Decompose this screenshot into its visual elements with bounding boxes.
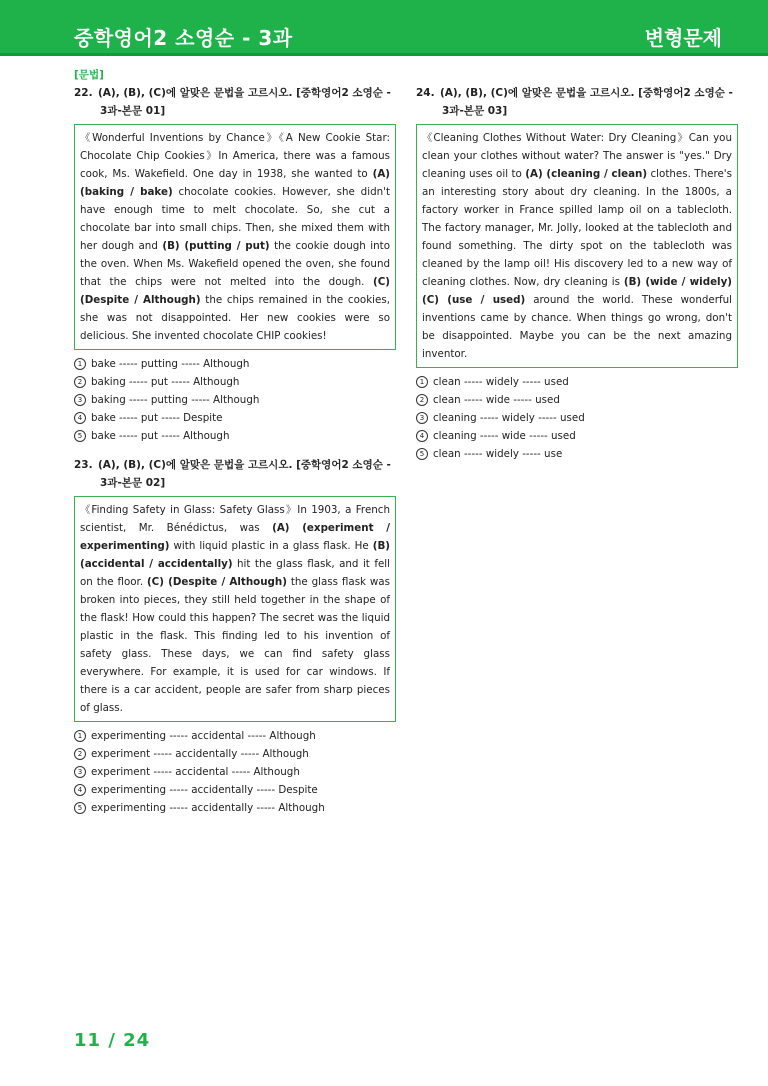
passage-box: 《Wonderful Inventions by Chance》《A New Cookie Star: Chocolate Chip Cookies》In America, there was a famous cook, Ms. Wakefield. One day in 1938, she wanted to (A) (baking / bake) chocolate cookies. However, she didn't have enough time to melt chocolate. So, she cut a chocolate bar into small chips. Then, she mixed them with her dough and (B) (putting / put) the cookie dough into the oven. When Ms. Wakefield opened the oven, she found that the chips were not melted into the dough. (C) (Despite / Although) the chips remained in the cookies, she was not disappointed. Her new cookies were so delicious. She invented chocolate CHIP cookies!	[74, 124, 396, 350]
choice-number-icon: 1	[74, 358, 86, 370]
answer-choices	[74, 727, 396, 817]
page-header	[0, 0, 768, 56]
answer-choice[interactable]: 1 experimenting ----- accidental ----- Although	[74, 727, 396, 745]
question-source: 3과-본문 02]	[100, 477, 166, 489]
blank-a: (A) (baking / bake)	[80, 168, 390, 198]
question-prompt: (A), (B), (C)에 알맞은 문법을 고르시오. [중학영어2 소영순 -	[98, 87, 391, 99]
answer-choice[interactable]: 2 clean ----- wide ----- used	[416, 391, 738, 409]
passage-box: 《Finding Safety in Glass: Safety Glass》In 1903, a French scientist, Mr. Bénédictus, was (A) (experiment / experimenting) with liquid plastic in a glass flask. He (B) (accidental / accidentally) hit the glass flask, and it fell on the floor. (C) (Despite / Although) the glass flask was broken into pieces, they still held together in the shape of the flask! How could this happen? The secret was the liquid plastic in the flask. This finding led to his invention of safety glass. These days, we can find safety glass everywhere. For example, it is used for car windows. If there is a car accident, people are safer from sharp pieces of glass.	[74, 496, 396, 722]
answer-choices	[74, 355, 396, 445]
answer-choice[interactable]: 2 baking ----- put ----- Although	[74, 373, 396, 391]
question-number: 22.	[74, 87, 93, 99]
answer-choices	[416, 373, 738, 463]
choice-number-icon: 2	[74, 376, 86, 388]
passage-box: 《Cleaning Clothes Without Water: Dry Cleaning》Can you clean your clothes without water? The answer is "yes." Dry cleaning uses oil to (A) (cleaning / clean) clothes. There's an interesting story about dry cleaning. In the 1800s, a factory worker in France spilled lamp oil on a tablecloth. The factory manager, Mr. Jolly, looked at the tablecloth and found something. The dirty spot on the tablecloth was cleaned by the lamp oil! His discovery led to a new way of cleaning clothes. Now, dry cleaning is (B) (wide / widely) (C) (use / used) around the world. These wonderful inventions came by chance. When things go wrong, don't be disappointed. Maybe you can be the next amazing inventor.	[416, 124, 738, 368]
answer-choice[interactable]: 4 bake ----- put ----- Despite	[74, 409, 396, 427]
question-number: 23.	[74, 459, 93, 471]
choice-number-icon: 3	[416, 412, 428, 424]
question-header	[416, 84, 738, 120]
choice-number-icon: 4	[74, 784, 86, 796]
choice-number-icon: 2	[416, 394, 428, 406]
answer-choice[interactable]: 5 bake ----- put ----- Although	[74, 427, 396, 445]
question-header	[74, 84, 396, 120]
question-23	[74, 456, 396, 817]
answer-choice[interactable]: 3 experiment ----- accidental ----- Although	[74, 763, 396, 781]
question-prompt: (A), (B), (C)에 알맞은 문법을 고르시오. [중학영어2 소영순 -	[98, 459, 391, 471]
question-number: 24.	[416, 87, 435, 99]
choice-number-icon: 5	[74, 430, 86, 442]
header-divider	[0, 53, 768, 56]
header-category: 변형문제	[644, 26, 722, 50]
answer-choice[interactable]: 5 clean ----- widely ----- use	[416, 445, 738, 463]
question-source: 3과-본문 01]	[100, 105, 166, 117]
answer-choice[interactable]: 3 cleaning ----- widely ----- used	[416, 409, 738, 427]
choice-number-icon: 4	[74, 412, 86, 424]
blank-b: (B) (accidental / accidentally)	[80, 540, 390, 570]
answer-choice[interactable]: 4 cleaning ----- wide ----- used	[416, 427, 738, 445]
choice-number-icon: 5	[74, 802, 86, 814]
answer-choice[interactable]: 1 bake ----- putting ----- Although	[74, 355, 396, 373]
blank-a: (A) (experiment / experimenting)	[80, 522, 390, 552]
question-prompt: (A), (B), (C)에 알맞은 문법을 고르시오. [중학영어2 소영순 -	[440, 87, 733, 99]
page-title: 중학영어2 소영순 - 3과	[74, 26, 293, 50]
choice-number-icon: 1	[74, 730, 86, 742]
choice-number-icon: 3	[74, 394, 86, 406]
answer-choice[interactable]: 2 experiment ----- accidentally ----- Although	[74, 745, 396, 763]
choice-number-icon: 4	[416, 430, 428, 442]
blank-c: (C) (Despite / Although)	[80, 276, 390, 306]
question-header	[74, 456, 396, 492]
blank-b: (B) (putting / put)	[162, 240, 270, 252]
question-source: 3과-본문 03]	[442, 105, 508, 117]
choice-number-icon: 1	[416, 376, 428, 388]
section-tag: [문법]	[74, 69, 104, 81]
choice-number-icon: 5	[416, 448, 428, 460]
choice-number-icon: 3	[74, 766, 86, 778]
question-22	[74, 84, 396, 445]
answer-choice[interactable]: 4 experimenting ----- accidentally ----- Despite	[74, 781, 396, 799]
blank-bc: (B) (wide / widely) (C) (use / used)	[422, 276, 732, 306]
blank-c: (C) (Despite / Although)	[146, 576, 287, 588]
question-24	[416, 84, 738, 463]
blank-a: (A) (cleaning / clean)	[525, 168, 648, 180]
answer-choice[interactable]: 1 clean ----- widely ----- used	[416, 373, 738, 391]
answer-choice[interactable]: 5 experimenting ----- accidentally ----- Although	[74, 799, 396, 817]
choice-number-icon: 2	[74, 748, 86, 760]
page-number: 11 / 24	[74, 1030, 151, 1051]
answer-choice[interactable]: 3 baking ----- putting ----- Although	[74, 391, 396, 409]
